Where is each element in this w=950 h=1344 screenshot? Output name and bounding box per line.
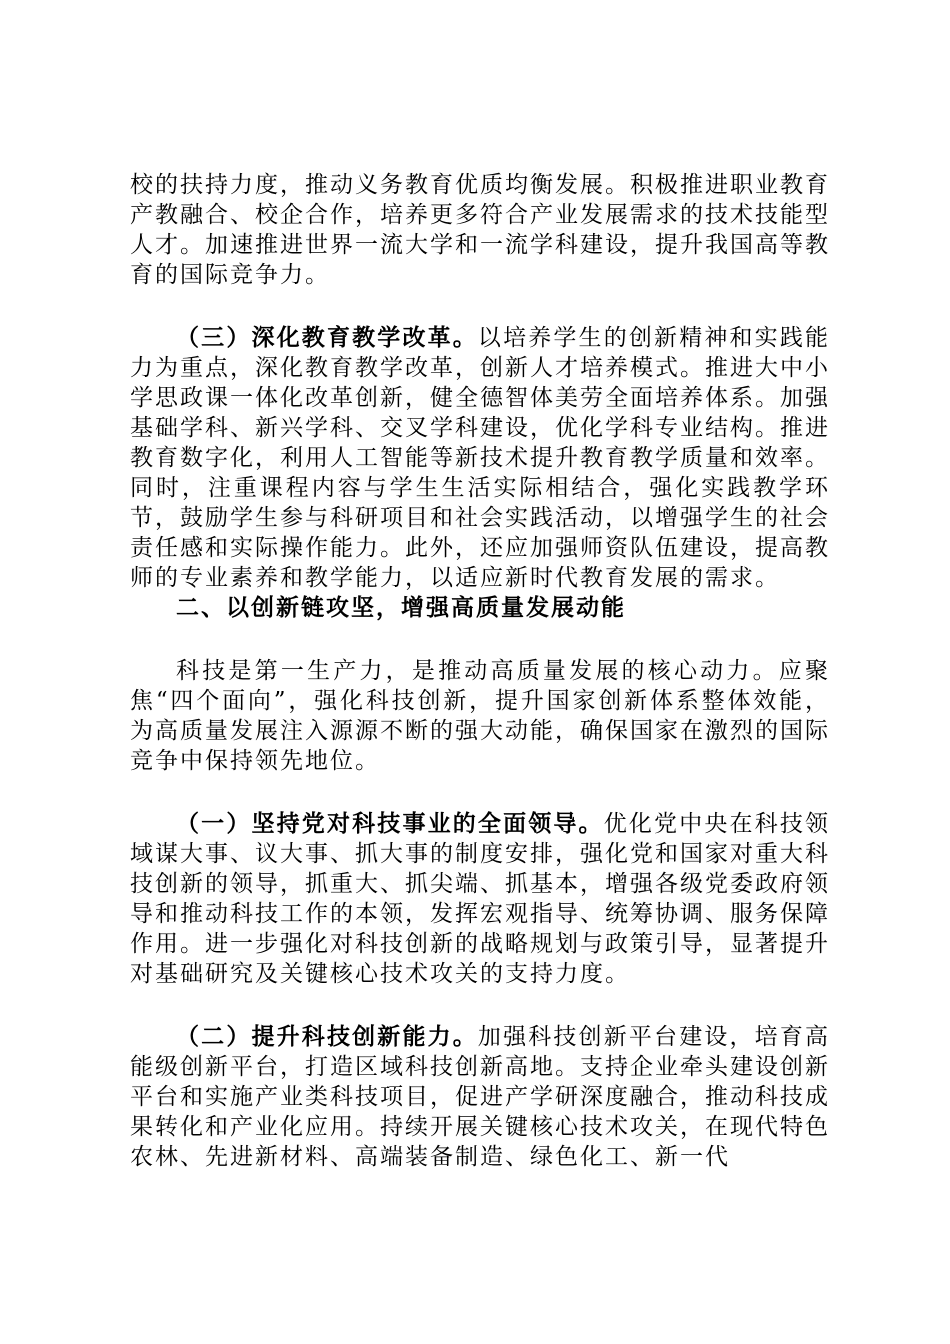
section-lead-heading: （一）坚持党对科技事业的全面领导。: [176, 810, 604, 837]
section-heading: 二、以创新链攻坚，增强高质量发展动能: [176, 594, 626, 621]
paragraph-innovation-capability: [130, 1022, 830, 1172]
paragraph-innovation-intro: [130, 656, 830, 776]
paragraph-text: 加强科技创新平台建设，培育高能级创新平台，打造区域科技创新高地。支持企业牵头建设创新平台和实施产业类科技项目，促进产学研深度融合，推动科技成果转化和产业化应用。持续开展关键核心技术攻关，在现代特色农林、先进新材料、高端装备制造、绿色化工、新一代: [130, 1024, 831, 1170]
paragraph-text: 科技是第一生产力，是推动高质量发展的核心动力。应聚焦“四个面向”，强化科技创新，提升国家创新体系整体效能，为高质量发展注入源源不断的强大动能，确保国家在激烈的国际竞争中保持领先地位。: [130, 658, 830, 774]
document-page: [130, 170, 830, 1172]
paragraph-continuation: [130, 170, 830, 290]
paragraph-text: 校的扶持力度，推动义务教育优质均衡发展。积极推进职业教育产教融合、校企合作，培养更多符合产业发展需求的技术技能型人才。加速推进世界一流大学和一流学科建设，提升我国高等教育的国际竞争力。: [130, 172, 830, 288]
section-lead-heading: （三）深化教育教学改革。: [176, 324, 478, 351]
section-lead-heading: （二）提升科技创新能力。: [176, 1023, 478, 1050]
paragraph-party-leadership: [130, 809, 830, 989]
paragraph-text: 以培养学生的创新精神和实践能力为重点，深化教育教学改革，创新人才培养模式。推进大中小学思政课一体化改革创新，健全德智体美劳全面培养体系。加强基础学科、新兴学科、交叉学科建设，优化学科专业结构。推进教育数字化，利用人工智能等新技术提升教育教学质量和效率。同时，注重课程内容与学生生活实际相结合，强化实践教学环节，鼓励学生参与科研项目和社会实践活动，以增强学生的社会责任感和实际操作能力。此外，还应加强师资队伍建设，提高教师的专业素养和教学能力，以适应新时代教育发展的需求。: [130, 325, 831, 591]
paragraph-education-reform: [130, 323, 830, 593]
paragraph-text: 优化党中央在科技领域谋大事、议大事、抓大事的制度安排，强化党和国家对重大科技创新的领导，抓重大、抓尖端、抓基本，增强各级党委政府领导和推动科技工作的本领，发挥宏观指导、统筹协调、服务保障作用。进一步强化对科技创新的战略规划与政策引导，显著提升对基础研究及关键核心技术攻关的支持力度。: [130, 811, 831, 987]
